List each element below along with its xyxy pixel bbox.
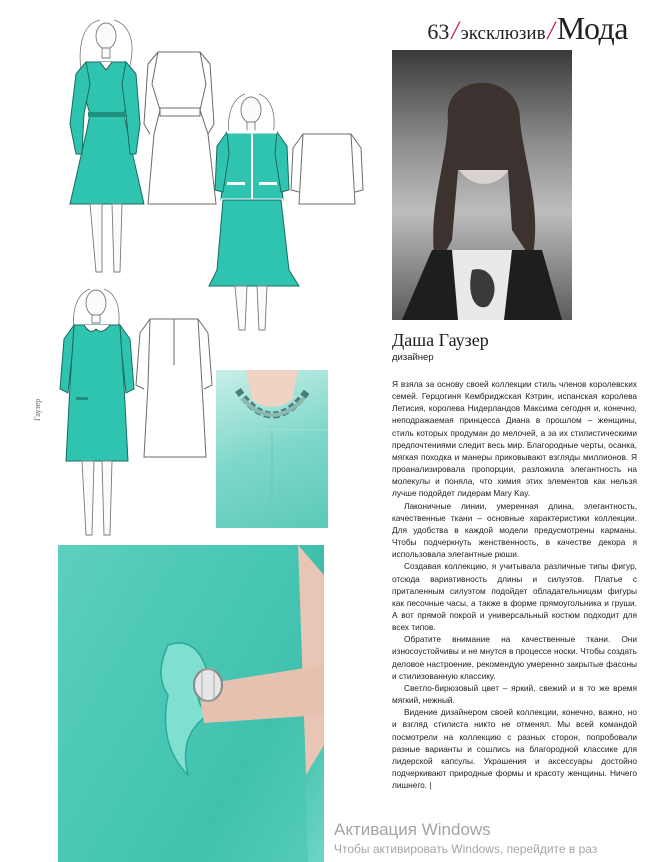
- sketch-straight-dress: [30, 285, 220, 540]
- dress-straight-back: [144, 319, 206, 457]
- article-paragraph: Создавая коллекцию, я учитывала различные типы фигур, отсюда вариативность длины и силуэтов. Платье с приталенным силуэтом подойдет обладательницам фигуры как песочные часы, а также в форме прямоугольника и груши. А вот прямой покрой и универсальный костюм подходит для всех типов.: [392, 561, 637, 633]
- ruffle-illustration: [58, 545, 324, 862]
- article-paragraph: Лаконичные линии, умеренная длина, элегантность, качественные ткани – основные характеристики коллекции. Для удобства в каждой модели предусмотрены карманы. Чтобы подчеркнуть женственность, в качестве декора я использовала элегантные рюши.: [392, 500, 637, 560]
- designer-name: Даша Гаузер: [392, 330, 489, 350]
- windows-activation-watermark: [334, 820, 597, 856]
- watermark-subtitle: Чтобы активировать Windows, перейдите в раз: [334, 842, 598, 856]
- jacket-back: [299, 134, 355, 204]
- portrait-figure: [392, 50, 572, 320]
- slash-divider-icon: /: [547, 16, 555, 45]
- necklace-illustration: [216, 370, 328, 528]
- section-title: Мода: [556, 10, 628, 46]
- necklace-detail-photo: [216, 370, 328, 528]
- designer-portrait-photo: [392, 50, 572, 320]
- dress-straight-front: [66, 325, 128, 461]
- ruffle-pocket-photo: [58, 545, 324, 862]
- watch-icon: [194, 669, 222, 701]
- article-paragraph: Светло-бирюзовый цвет – яркий, свежий и в то же время мягкий, нежный.: [392, 682, 637, 706]
- watermark-title: Активация Windows: [334, 820, 491, 839]
- designer-role: дизайнер: [392, 352, 434, 363]
- magazine-header: [427, 10, 628, 47]
- article-paragraph: Видение дизайнером своей коллекции, конечно, важно, но и взгляд стилиста никто не отменял. Мы всей командой посмотрели на коллекцию с разных сторон, попробовали разные варианты и сошлись на благородной классике для лидерской капсулы. Украшения и аксессуары достойно подчеркивают природные формы и красоту женщины. Ничего лишнего. |: [392, 707, 637, 791]
- neck-skin: [246, 370, 298, 407]
- head: [96, 23, 116, 49]
- article-body: [392, 378, 637, 791]
- slash-divider-icon: /: [451, 16, 459, 45]
- skirt-flared: [209, 200, 299, 286]
- sketch-suit: [205, 90, 365, 340]
- page-number: 63: [427, 19, 450, 44]
- sketch-fitted-dress: [40, 14, 220, 284]
- sketch-signature: Гаузер: [33, 398, 42, 421]
- article-paragraph: Я взяла за основу своей коллекции стиль членов королевских семей. Герцогиня Кембриджская Кэтрин, испанская королева Летисия, королева Нидерландов Максима сегодня и, конечно, неподражаемая принцесса Диана в прошлом – женщины, стиль которых продуман до мелочей, а за их стилистическими предпочтениями следит весь мир. Благородные черты, осанка, мягкая походка и манеры приковывают взгляды миллионов. Я проанализировала пропорции, разложила элегантность на молекулы и поняла, что химия этих элементов как нельзя лучше подойдет лидерам Mary Kay.: [392, 379, 637, 499]
- section-label: эксклюзив: [460, 23, 546, 44]
- article-paragraph: Обратите внимание на качественные ткани. Они износоустойчивы и не мнутся в процессе носки. Чтобы создать деловое настроение, рекомендую умеренно закрытые фасоны и стилизованную классику.: [392, 634, 637, 681]
